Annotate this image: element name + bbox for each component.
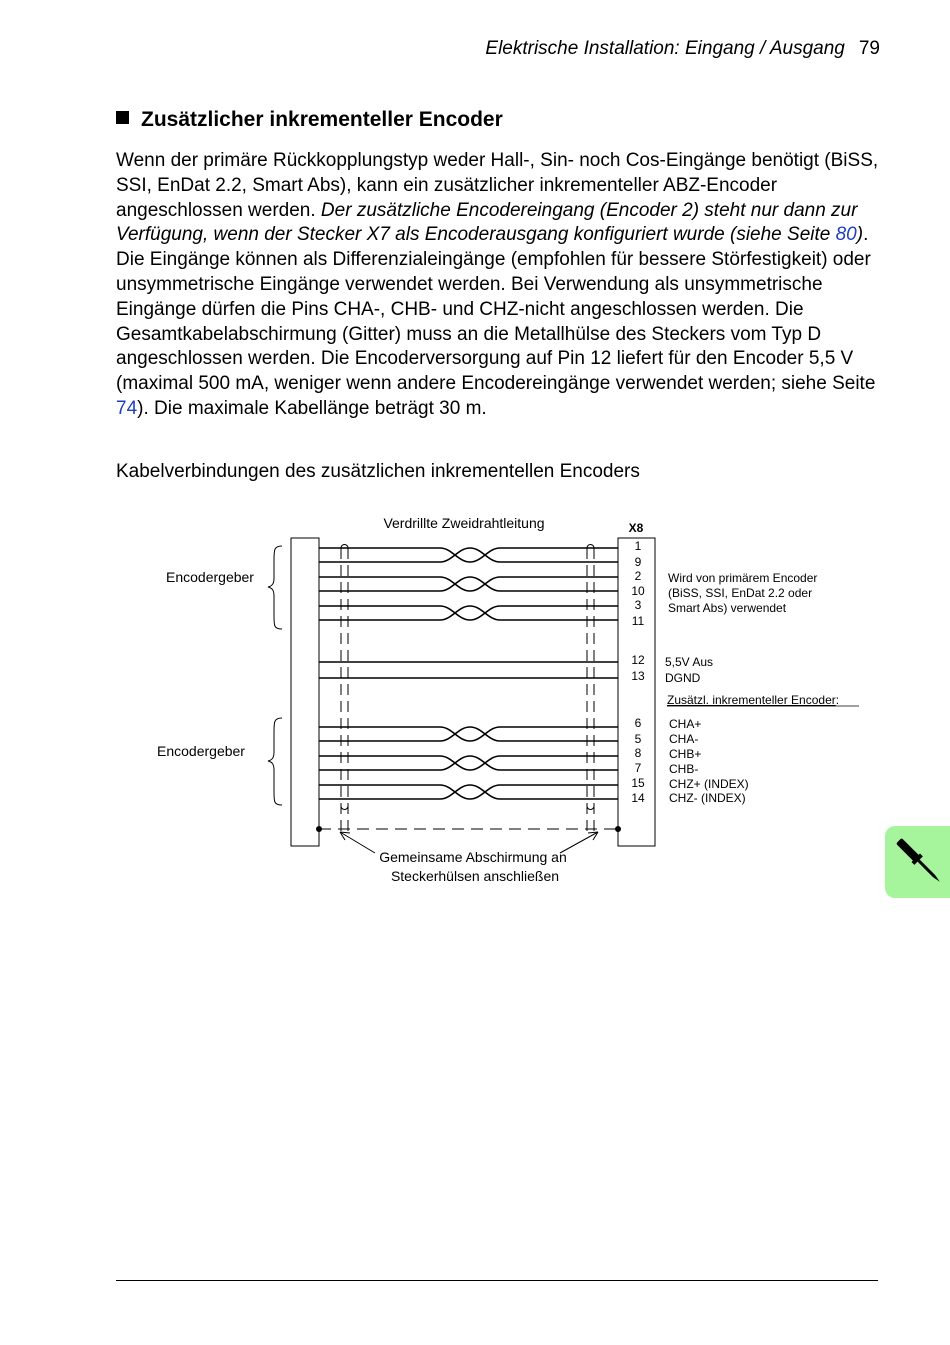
aux-encoder-header-text: Zusätzl. inkrementeller Encoder <box>667 693 836 707</box>
twisted-pair-5-a <box>319 756 618 770</box>
side-tab <box>885 826 950 898</box>
pin-label-bottom-1: 5 <box>634 732 642 746</box>
twisted-pair-4-a <box>319 727 618 741</box>
twisted-pair-1-a <box>319 548 618 562</box>
aux-encoder-header-colon: : <box>835 693 840 707</box>
pin-label-bottom-0: 6 <box>634 716 642 730</box>
twisted-pair-4-b <box>319 727 618 741</box>
signal-chz-plus: CHZ+ (INDEX) <box>669 777 749 791</box>
section-title-text: Zusätzlicher inkrementeller Encoder <box>141 108 503 131</box>
page-number: 79 <box>858 38 880 59</box>
encoder-terminal-block <box>291 538 319 846</box>
signal-chb-minus: CHB- <box>669 762 699 776</box>
pin-label-top-0: 1 <box>634 539 642 553</box>
primary-note-line-2: (BiSS, SSI, EnDat 2.2 oder <box>668 586 813 600</box>
screwdriver-icon <box>885 826 950 898</box>
signal-chz-minus: CHZ- (INDEX) <box>669 791 746 805</box>
page-link-80[interactable]: 80 <box>835 224 857 246</box>
paragraph-text-2: . Die Eingänge können als Differenzialeingänge (empfohlen für bessere Störfestigkeit) oder unsymmetrische Eingänge verwendet werden. Bei Verwendung als unsymmetrische Eingänge dürfen die Pins CHA-, CHB- und CHZ-nicht angeschlossen werden. Die Gesamtkabelabschirmung (Gitter) muss an die Metallhülse des Steckers vom Typ D angeschlossen werden. Die Encoderversorgung auf Pin 12 liefert für den Encoder 5,5 V (maximal 500 mA, weniger wenn andere Encodereingänge verwendet werden; siehe Seite <box>116 224 876 395</box>
encoder-label-top: Encodergeber <box>166 569 254 585</box>
pin-label-top-2: 2 <box>634 569 642 583</box>
twisted-pair-3-a <box>319 606 618 620</box>
pin-label-bottom-3: 7 <box>634 761 642 775</box>
x8-label: X8 <box>628 521 644 535</box>
paragraph-italic-note: Der zusätzliche Encodereingang (Encoder 2) steht nur dann zur Verfügung, wenn der Stecker X7 als Encoderausgang konfiguriert wurde (siehe Seite <box>116 199 858 246</box>
brace-bottom <box>268 718 282 805</box>
signal-chb-plus: CHB+ <box>669 747 702 761</box>
pin-label-top-3: 10 <box>631 584 645 598</box>
twisted-pair-label: Verdrillte Zweidrahtleitung <box>383 515 545 531</box>
twisted-pair-5-b <box>319 756 618 770</box>
primary-note-line-3: Smart Abs) verwendet <box>668 601 787 615</box>
twisted-pair-1-b <box>319 548 618 562</box>
pin-label-bottom-2: 8 <box>634 746 642 760</box>
page-link-74[interactable]: 74 <box>116 397 138 419</box>
pin-label-bottom-4: 15 <box>631 776 645 790</box>
encoder-label-bottom: Encodergeber <box>157 743 245 759</box>
signal-dgnd: DGND <box>665 671 701 685</box>
paragraph-text-3: ). Die maximale Kabellänge beträgt 30 m. <box>137 397 487 419</box>
twisted-pair-2-a <box>319 577 618 591</box>
twisted-pair-3-b <box>319 606 618 620</box>
pin-label-top-5: 11 <box>631 614 645 628</box>
shield-note-line-1: Gemeinsame Abschirmung an <box>379 849 567 865</box>
twisted-pair-6-b <box>319 785 618 799</box>
paragraph-text: Wenn der primäre Rückkopplungstyp weder Hall-, Sin- noch Cos-Eingänge benötigt (BiSS, SSI, EnDat 2.2, Smart Abs), kann ein zusätzlicher inkrementeller ABZ-Encoder angeschlossen werden. <box>116 150 879 221</box>
pin-label-power-0: 12 <box>631 653 645 667</box>
primary-note-line-1: Wird von primärem Encoder <box>668 571 818 585</box>
pin-label-bottom-5: 14 <box>631 791 645 805</box>
shield-note-line-2: Steckerhülsen anschließen <box>390 868 560 884</box>
pin-label-top-4: 3 <box>634 598 642 612</box>
twisted-pair-2-b <box>319 577 618 591</box>
footer-rule <box>116 1280 878 1281</box>
signal-5v5-out: 5,5V Aus <box>665 655 714 669</box>
paragraph-italic-end: ) <box>856 224 864 246</box>
shield-node-left <box>316 826 322 832</box>
running-title: Elektrische Installation: Eingang / Ausgang <box>485 38 845 59</box>
signal-cha-plus: CHA+ <box>669 717 702 731</box>
pin-label-top-1: 9 <box>634 555 642 569</box>
brace-top <box>268 546 282 629</box>
shield-node-right <box>615 826 621 832</box>
aux-encoder-header <box>667 693 839 707</box>
signal-cha-minus: CHA- <box>669 732 699 746</box>
figure-caption: Kabelverbindungen des zusätzlichen inkrementellen Encoders <box>116 461 640 482</box>
twisted-pair-6-a <box>319 785 618 799</box>
pin-label-power-1: 13 <box>631 669 645 683</box>
